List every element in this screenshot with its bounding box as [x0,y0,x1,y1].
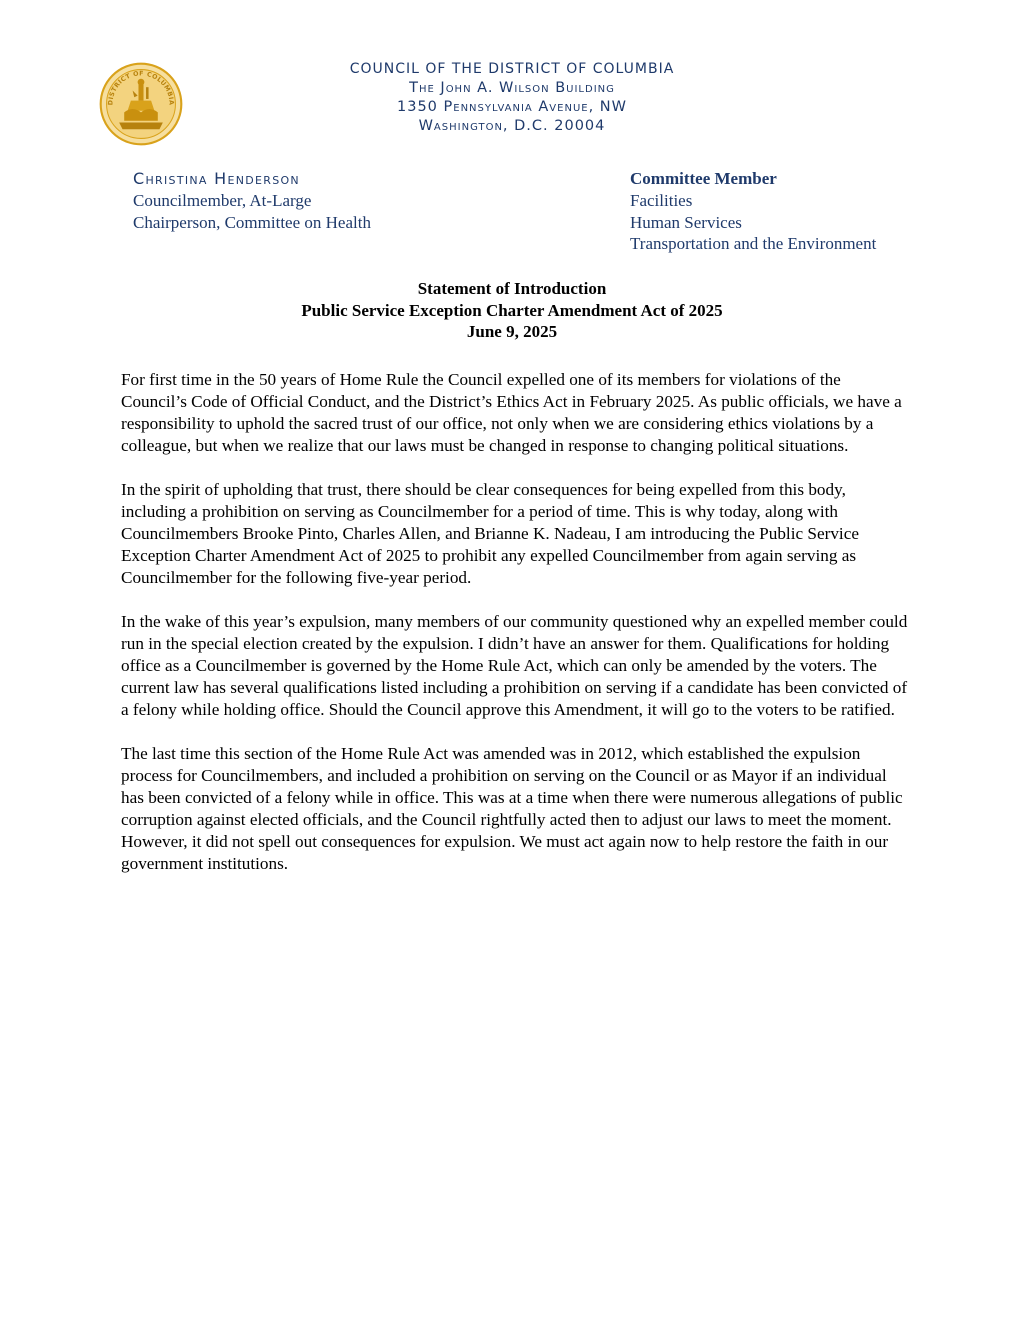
member-chair: Chairperson, Committee on Health [133,212,371,232]
street-address: 1350 Pennsylvania Avenue, NW [397,99,627,115]
building-name: The John A. Wilson Building [409,80,615,96]
letterhead [0,60,1024,136]
member-role: Councilmember, At-Large [133,191,312,210]
council-name: COUNCIL OF THE DISTRICT OF COLUMBIA [349,61,675,77]
statement-body [121,369,909,897]
seal-ring-text: DISTRICT OF COLUMBIA [107,70,175,106]
committee-item: Transportation and the Environment [630,234,877,253]
act-title: Public Service Exception Charter Amendment Act of 2025 [301,300,723,320]
statement-heading: Statement of Introduction [417,279,607,298]
city-address: Washington, D.C. 20004 [418,118,606,134]
committee-block [630,168,876,255]
committee-heading: Committee Member [630,169,777,188]
body-paragraph: The last time this section of the Home Rule Act was amended was in 2012, which established the expulsion process for Councilmembers, and included a prohibition on serving on the Council or as Mayor if an individual has been convicted of a felony while in office. This was at a time when there were numerous allegations of public corruption against elected officials, and the Council rightfully acted then to adjust our laws to meet the moment. However, it did not spell out consequences for expulsion. We must act again now to help restore the faith in our government institutions. [121,744,903,873]
committee-item: Facilities [630,191,693,210]
member-name: Christina Henderson [133,169,300,188]
body-paragraph: In the spirit of upholding that trust, there should be clear consequences for being expelled from this body, including a prohibition on serving as Councilmember for a period of time. This is why today, along with Councilmembers Brooke Pinto, Charles Allen, and Brianne K. Nadeau, I am introducing the Public Service Exception Charter Amendment Act of 2025 to prohibit any expelled Councilmember from again serving as Councilmember for the following five-year period. [121,480,859,587]
statement-title-block [0,278,1024,343]
committee-item: Human Services [630,212,742,232]
body-paragraph: In the wake of this year’s expulsion, many members of our community questioned why an expelled member could run in the special election created by the expulsion. I didn’t have an answer for them. Qualifications for holding office as a Councilmember is governed by the Home Rule Act, which can only be amended by the voters. The current law has several qualifications listed including a prohibition on serving if a candidate has been convicted of a felony while holding office. Should the Council approve this Amendment, it will go to the voters to be ratified. [121,612,908,719]
statement-date: June 9, 2025 [466,322,558,341]
member-block [133,168,371,233]
body-paragraph: For first time in the 50 years of Home Rule the Council expelled one of its members for violations of the Council’s Code of Official Conduct, and the District’s Ethics Act in February 2025. As public officials, we have a responsibility to uphold the sacred trust of our office, not only when we are considering ethics violations by a colleague, but when we realize that our laws must be changed in response to changing political situations. [121,370,902,455]
